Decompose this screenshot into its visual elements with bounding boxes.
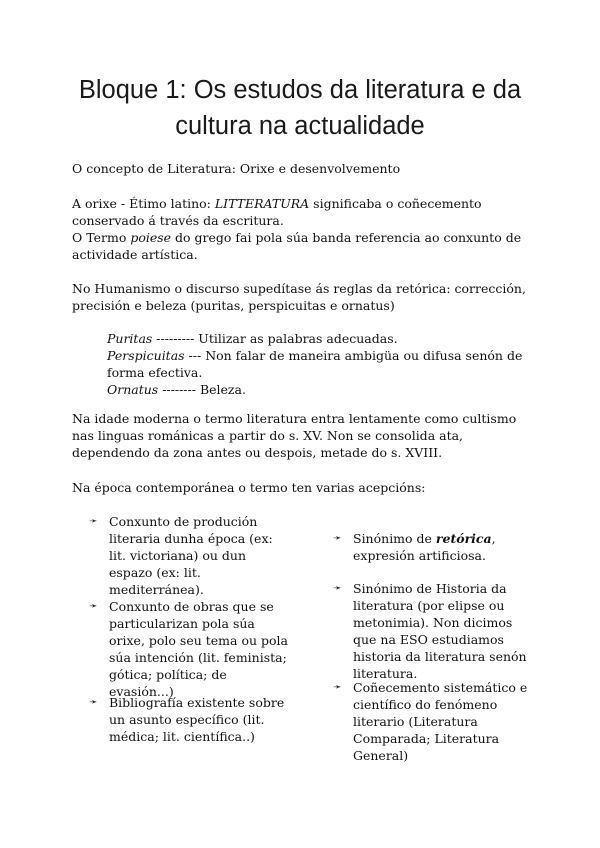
bullet-text: Conxunto de obras que se particularizan pola súa orixe, polo seu tema ou pola súa intención (lit. feminista; gótica; política; de evasión...) — [109, 599, 288, 699]
rhetoric-desc: --- Non falar de maneira ambigüa ou difusa senón de forma efectiva. — [107, 348, 523, 380]
bullet-text: Bibliografía existente sobre un asunto específico (lit. médica; lit. científica..) — [109, 695, 285, 744]
rhetoric-term: Ornatus — [107, 382, 159, 397]
bullet-rest: , expresión artificiosa. — [353, 531, 496, 563]
right-bullet-3 — [333, 679, 528, 764]
poiese-paragraph — [72, 229, 532, 263]
arrow-icon: ➛ — [89, 601, 98, 612]
left-bullet-2 — [89, 598, 289, 700]
left-bullet-3 — [89, 694, 289, 745]
orixe-lead: A orixe - Étimo latino: — [72, 196, 215, 211]
bullet-text: Conxunto de produción literaria dunha época (ex: lit. victoriana) ou dun espazo (ex: lit. mediterránea). — [109, 514, 273, 597]
rhetoric-desc: -------- Beleza. — [158, 382, 246, 397]
contemporanea-paragraph: Na época contemporánea o termo ten varias acepcións: — [72, 480, 426, 495]
bullet-term: retórica — [435, 531, 492, 546]
rhetoric-item-ornatus — [107, 381, 527, 398]
bullet-lead: Sinónimo de — [353, 531, 436, 546]
arrow-icon: ➛ — [89, 516, 98, 527]
poiese-term: poiese — [130, 230, 172, 245]
right-bullet-1 — [333, 530, 528, 564]
arrow-icon: ➛ — [333, 682, 342, 693]
poiese-rest: do grego fai pola súa banda referencia ao conxunto de actividade artística. — [72, 230, 522, 262]
arrow-icon: ➛ — [89, 697, 98, 708]
orixe-term: LITTERATURA — [214, 196, 310, 211]
rhetoric-term: Puritas — [107, 331, 153, 346]
orixe-rest: significaba o coñecemento conservado á través da escritura. — [72, 196, 482, 228]
bullet-text: Coñecemento sistemático e científico do fenómeno literario (Literatura Comparada; Literatura General) — [353, 680, 528, 763]
rhetoric-item-perspicuitas — [107, 347, 527, 381]
moderna-paragraph: Na idade moderna o termo literatura entra lentamente como cultismo nas linguas románicas a partir do s. XV. Non se consolida ata, dependendo da zona antes ou despois, metade do s. XVIII. — [72, 411, 517, 460]
right-bullet-2 — [333, 580, 528, 682]
humanismo-paragraph: No Humanismo o discurso supedítase ás reglas da retórica: corrección, precisión e beleza (puritas, perspicuitas e ornatus) — [72, 281, 526, 313]
arrow-icon: ➛ — [333, 583, 342, 594]
orixe-paragraph — [72, 195, 532, 229]
rhetoric-desc: --------- Utilizar as palabras adecuadas. — [152, 331, 398, 346]
rhetoric-list — [107, 330, 527, 398]
page-title: Bloque 1: Os estudos da literatura e da cultura na actualidade — [78, 76, 522, 140]
arrow-icon: ➛ — [333, 533, 342, 544]
bullet-text: Sinónimo de Historia da literatura (por elipse ou metonimia). Non dicimos que na ESO estudiamos historia da literatura senón literatura. — [353, 581, 527, 681]
poiese-lead: O Termo — [72, 230, 131, 245]
section-subtitle: O concepto de Literatura: Orixe e desenvolvemento — [72, 161, 401, 176]
left-bullet-1 — [89, 513, 289, 598]
rhetoric-term: Perspicuitas — [107, 348, 185, 363]
rhetoric-item-puritas — [107, 330, 527, 347]
